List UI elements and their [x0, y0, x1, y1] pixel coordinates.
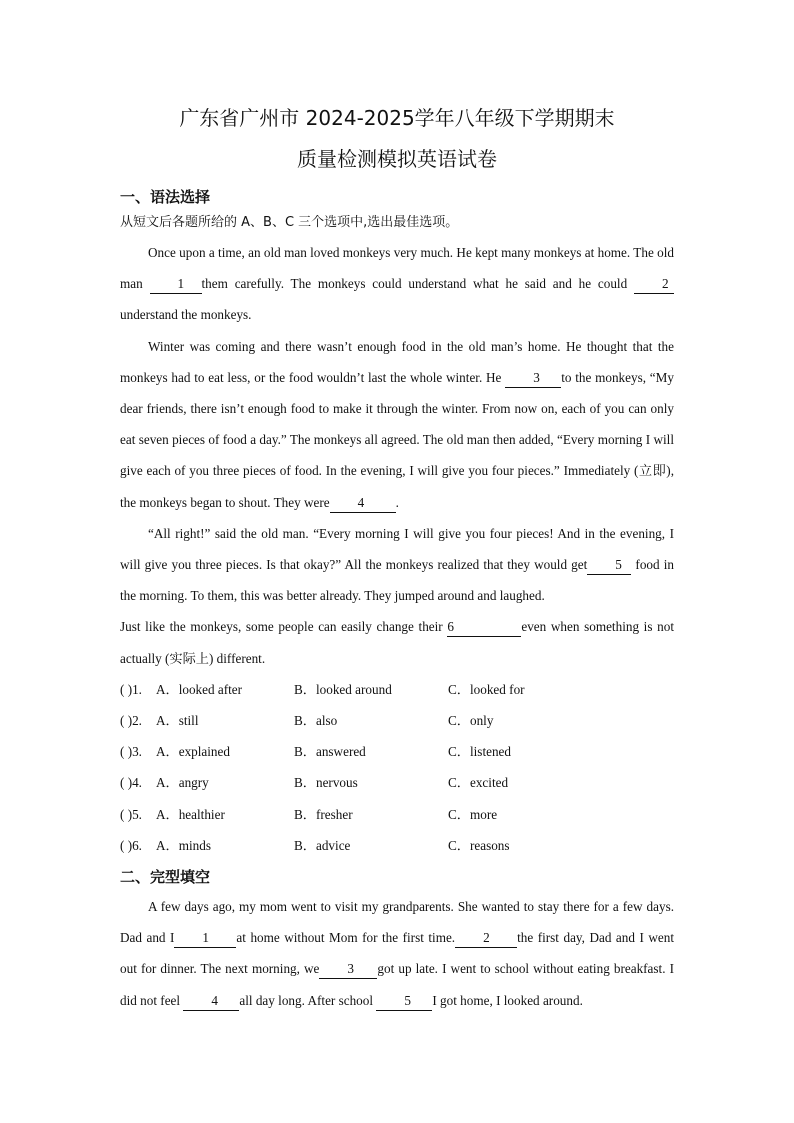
- choice-a: A．healthier: [156, 806, 225, 822]
- question-number: ( )1.: [120, 681, 142, 697]
- passage-paragraph-3: [120, 518, 674, 612]
- choice-c: C．only: [448, 713, 494, 729]
- option-row-4: [120, 767, 674, 798]
- choice-c: C．looked for: [448, 681, 525, 697]
- paragraph-text: Once upon a time, an old man loved monkeys very much. He kept many monkeys at home. The old man: [120, 245, 674, 292]
- blank-4: 4: [183, 992, 239, 1011]
- passage-paragraph-1: [120, 237, 674, 331]
- choice-b: B．nervous: [294, 775, 358, 791]
- blank-4: 4: [330, 494, 396, 513]
- options-list: [120, 674, 674, 861]
- choice-b: B．advice: [294, 837, 351, 853]
- blank-3: 3: [505, 369, 561, 388]
- passage-paragraph-4: [120, 611, 674, 673]
- paragraph-text: the first day, Dad and I went out for dinner. The next morning, we: [120, 930, 675, 977]
- question-number: ( )5.: [120, 806, 142, 822]
- choice-b: B．fresher: [294, 806, 353, 822]
- paragraph-text: understand the monkeys.: [120, 307, 252, 323]
- paragraph-text: I got home, I looked around.: [432, 992, 583, 1008]
- choice-a: A．looked after: [156, 681, 243, 697]
- choice-c: C．listened: [448, 744, 512, 760]
- paragraph-text: at home without Mom for the first time.: [236, 930, 456, 946]
- paragraph-text: to the monkeys, “My dear friends, there isn’t enough food to make it through the winter. From now on, each of you can only eat seven pieces of food a day.” The monkeys all agreed. The old man then added, “Every morning I will give each of you three pieces of food. In the evening, I will give you four pieces.” Immediately (立即), the monkeys began to shout. They were: [120, 369, 674, 510]
- paragraph-text: them carefully. The monkeys could understand what he said and he could: [201, 276, 634, 292]
- choice-c: C．excited: [448, 775, 509, 791]
- blank-3: 3: [319, 960, 377, 979]
- choice-b: B．looked around: [294, 681, 392, 697]
- blank-2: 2: [634, 275, 674, 294]
- blank-5: 5: [587, 556, 631, 575]
- paragraph-text: .: [395, 494, 399, 510]
- blank-6: 6: [447, 618, 521, 637]
- paragraph-text: even when something is not actually (实际上) different.: [120, 619, 674, 666]
- choice-b: B．answered: [294, 744, 366, 760]
- question-number: ( )3.: [120, 744, 142, 760]
- paragraph-text: “All right!” said the old man. “Every morning I will give you four pieces! And in the evening, I will give you three pieces. Is that okay?” All the monkeys realized that they would get: [120, 525, 674, 573]
- option-row-1: [120, 674, 674, 705]
- paragraph-text: A few days ago, my mom went to visit my grandparents. She wanted to stay there for a few days. Dad and I: [120, 898, 674, 946]
- page-subtitle: 质量检测模拟英语试卷: [297, 147, 497, 171]
- question-number: ( )4.: [120, 775, 142, 791]
- question-number: ( )2.: [120, 713, 142, 729]
- question-number: ( )6.: [120, 837, 142, 853]
- option-row-6: [120, 830, 674, 861]
- blank-2: 2: [455, 929, 517, 948]
- paragraph-text: got up late. I went to school without eating breakfast. I did not feel: [120, 961, 674, 1008]
- option-row-2: [120, 705, 674, 736]
- choice-a: A．explained: [156, 744, 230, 760]
- cloze-paragraph-1: [120, 891, 674, 1016]
- page-title: 广东省广州市 2024-2025学年八年级下学期期末: [179, 106, 615, 130]
- section-heading-cloze: 二、完型填空: [120, 867, 211, 886]
- blank-1: 1: [174, 929, 236, 948]
- choice-a: A．still: [156, 713, 199, 729]
- choice-c: C．more: [448, 806, 498, 822]
- blank-1: 1: [150, 275, 202, 294]
- choice-b: B．also: [294, 713, 338, 729]
- option-row-3: [120, 736, 674, 767]
- choice-a: A．angry: [156, 775, 209, 791]
- paragraph-text: Just like the monkeys, some people can easily change their: [120, 619, 448, 635]
- paragraph-text: Winter was coming and there wasn’t enough food in the old man’s home. He thought that the monkeys had to eat less, or the food wouldn’t last the whole winter. He: [120, 338, 674, 385]
- section-instruction: 从短文后各题所给的 A、B、C 三个选项中,选出最佳选项。: [120, 215, 459, 230]
- exam-page: [120, 100, 674, 1016]
- paragraph-text: all day long. After school: [239, 992, 377, 1008]
- choice-a: A．minds: [156, 837, 211, 853]
- choice-c: C．reasons: [448, 837, 510, 853]
- passage-paragraph-2: [120, 331, 674, 518]
- paragraph-text: food in the morning. To them, this was better already. They jumped around and laughed.: [120, 557, 674, 604]
- blank-5: 5: [376, 992, 432, 1011]
- option-row-5: [120, 799, 674, 830]
- section-heading-grammar: 一、语法选择: [120, 188, 211, 206]
